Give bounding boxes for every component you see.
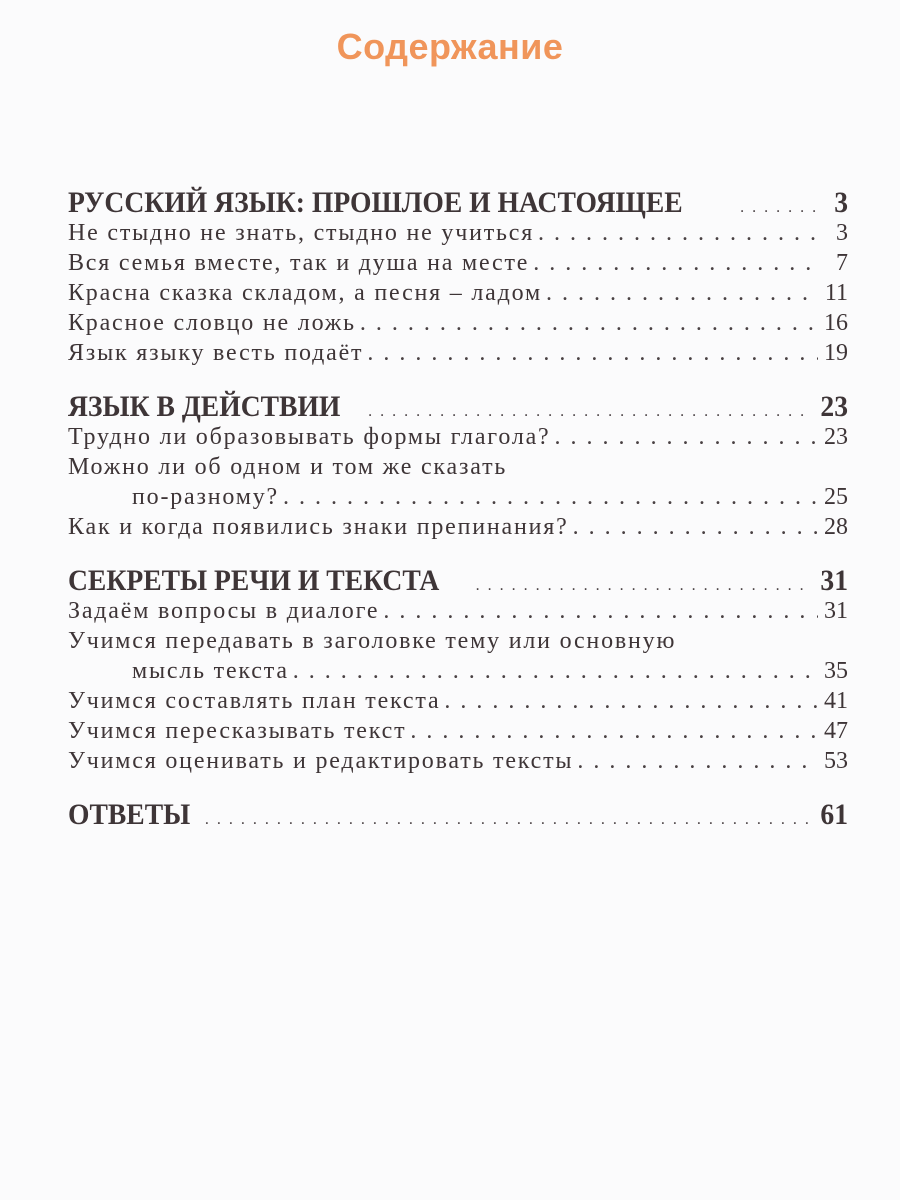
section-title: СЕКРЕТЫ РЕЧИ И ТЕКСТА	[68, 564, 440, 597]
page-number: 31	[820, 564, 848, 597]
entry-title: Язык языку весть подаёт	[68, 340, 364, 366]
toc-entry[interactable]	[68, 748, 848, 778]
leader-dots	[546, 280, 818, 307]
toc-entry[interactable]	[68, 718, 848, 748]
table-of-contents	[68, 186, 848, 832]
leader-dots	[383, 598, 818, 625]
toc-section-heading[interactable]	[68, 798, 848, 832]
toc-entry[interactable]	[68, 340, 848, 370]
leader-dots	[740, 199, 818, 217]
page-number: 61	[820, 798, 848, 831]
page-number: 3	[836, 220, 848, 246]
toc-entry-multiline[interactable]	[68, 628, 848, 688]
page-number: 31	[824, 598, 848, 624]
entry-title: Как и когда появились знаки препинания?	[68, 514, 569, 540]
toc-entry[interactable]	[68, 688, 848, 718]
entry-title: Не стыдно не знать, стыдно не учиться	[68, 220, 535, 246]
entry-title-line1: Учимся передавать в заголовке тему или основную	[68, 628, 677, 654]
toc-section-heading[interactable]	[68, 390, 848, 424]
leader-dots	[293, 658, 818, 685]
leader-dots	[573, 514, 818, 541]
leader-dots	[538, 220, 818, 247]
page-number: 53	[824, 748, 848, 774]
page-number: 16	[824, 310, 848, 336]
toc-entry[interactable]	[68, 280, 848, 310]
entry-title: Учимся пересказывать текст	[68, 718, 407, 744]
toc-section-heading[interactable]	[68, 564, 848, 598]
page-number: 3	[834, 186, 848, 219]
leader-dots	[555, 424, 819, 451]
entry-title: Вся семья вместе, так и душа на месте	[68, 250, 530, 276]
leader-dots	[476, 577, 812, 595]
section-title: ЯЗЫК В ДЕЙСТВИИ	[68, 390, 341, 423]
leader-dots	[283, 484, 818, 511]
page-number: 47	[824, 718, 848, 744]
page-number: 28	[824, 514, 848, 540]
entry-title: Учимся оценивать и редактировать тексты	[68, 748, 574, 774]
entry-title: Трудно ли образовывать формы глагола?	[68, 424, 551, 450]
page-number: 11	[824, 280, 848, 306]
toc-entry[interactable]	[68, 250, 848, 280]
entry-title-line1: Можно ли об одном и том же сказать	[68, 454, 508, 480]
entry-title: Красна сказка складом, а песня – ладом	[68, 280, 542, 306]
toc-entry-multiline[interactable]	[68, 454, 848, 514]
section-title: РУССКИЙ ЯЗЫК: ПРОШЛОЕ И НАСТОЯЩЕЕ	[68, 186, 683, 219]
leader-dots	[533, 250, 818, 277]
leader-dots	[577, 748, 818, 775]
leader-dots	[368, 403, 812, 421]
toc-entry[interactable]	[68, 424, 848, 454]
page-number: 41	[824, 688, 848, 714]
toc-entry[interactable]	[68, 514, 848, 544]
entry-title: Учимся составлять план текста	[68, 688, 441, 714]
entry-title: Задаём вопросы в диалоге	[68, 598, 380, 624]
leader-dots	[205, 811, 812, 829]
page-number: 35	[824, 658, 848, 684]
page-number: 23	[824, 424, 848, 450]
entry-title-line2: по-разному?	[132, 484, 279, 510]
leader-dots	[444, 688, 818, 715]
page-number: 23	[820, 390, 848, 423]
page-number: 7	[836, 250, 848, 276]
section-title: ОТВЕТЫ	[68, 798, 191, 831]
page-number: 25	[824, 484, 848, 510]
leader-dots	[367, 340, 818, 367]
leader-dots	[360, 310, 818, 337]
entry-title-line2: мысль текста	[132, 658, 289, 684]
toc-entry[interactable]	[68, 598, 848, 628]
toc-entry[interactable]	[68, 310, 848, 340]
page-number: 19	[824, 340, 848, 366]
toc-entry[interactable]	[68, 220, 848, 250]
leader-dots	[410, 718, 818, 745]
page-title: Содержание	[336, 26, 564, 67]
entry-title: Красное словцо не ложь	[68, 310, 356, 336]
toc-section-heading[interactable]	[68, 186, 848, 220]
